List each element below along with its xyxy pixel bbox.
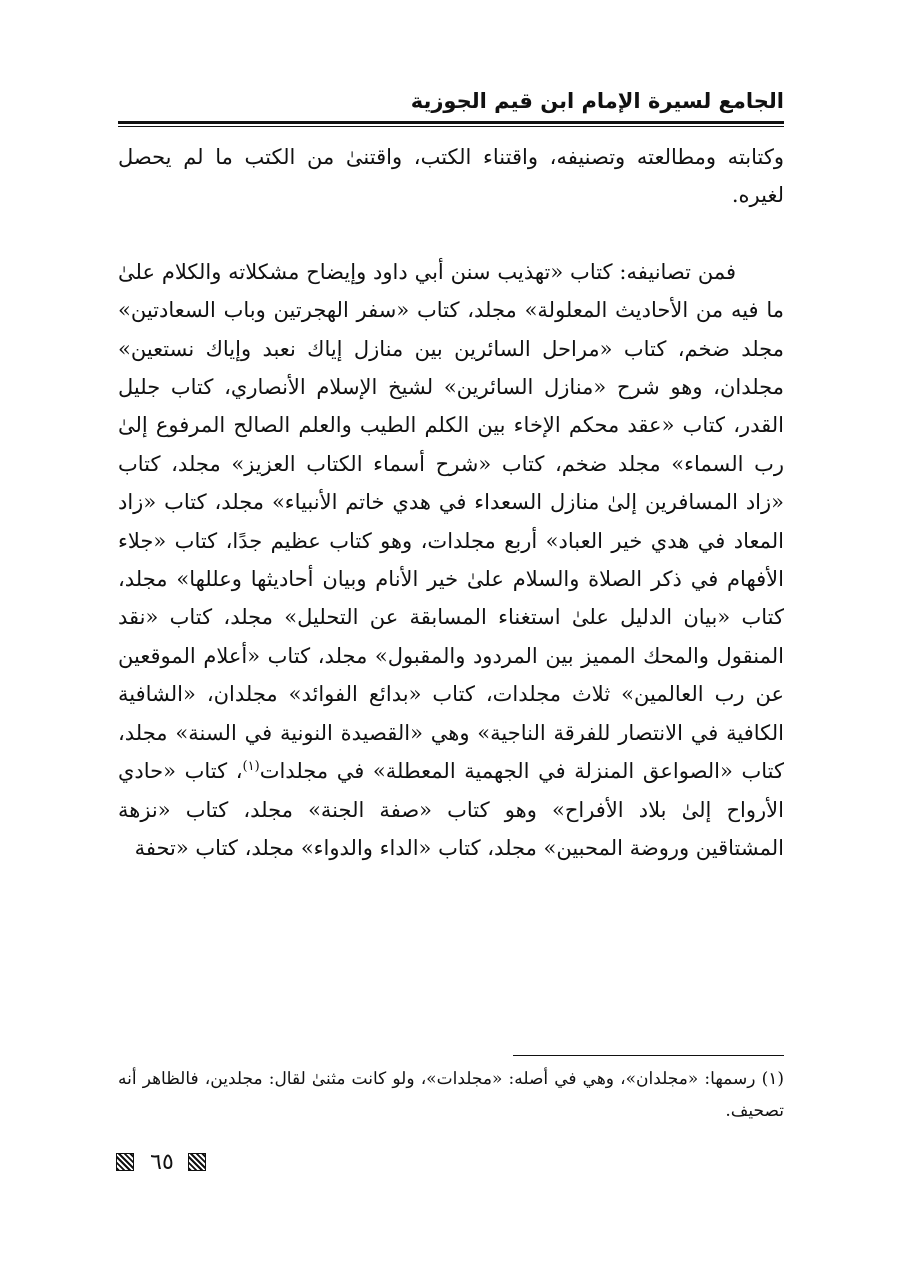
- ornament-left-icon: [116, 1153, 134, 1171]
- paragraph-2-continuation: ، كتاب «حادي الأرواح إلىٰ بلاد الأفراح» وهو كتاب «صفة الجنة» مجلد، كتاب «نزهة المشتاقين وروضة المحبين» مجلد، كتاب «الداء والدواء» مجلد، كتاب «تحفة: [118, 759, 784, 860]
- page-header: [118, 86, 784, 122]
- header-rule-thick: [118, 121, 784, 124]
- running-title: الجامع لسيرة الإمام ابن قيم الجوزية: [410, 89, 784, 113]
- footnote-reference[interactable]: (١): [242, 759, 260, 775]
- footnote: (١) رسمها: «مجلدان»، وهي في أصله: «مجلدات»، ولو كانت مثنىٰ لقال: مجلدين، فالظاهر أنه تصحيف.: [118, 1069, 784, 1121]
- body-text: [118, 138, 784, 867]
- page-number-row: [116, 1150, 216, 1176]
- paragraph-2: [118, 253, 784, 868]
- footnote-separator: [513, 1055, 784, 1056]
- paragraph-2-text: فمن تصانيفه: كتاب «تهذيب سنن أبي داود وإيضاح مشكلاته والكلام علىٰ ما فيه من الأحاديث المعلولة» مجلد، كتاب «سفر الهجرتين وباب السعادتين» مجلد ضخم، كتاب «مراحل السائرين بين منازل إياك نعبد وإياك نستعين» مجلدان، وهو شرح «منازل السائرين» لشيخ الإسلام الأنصاري، كتاب جليل القدر، كتاب «عقد محكم الإخاء بين الكلم الطيب والعلم الصالح المرفوع إلىٰ رب السماء» مجلد ضخم، كتاب «شرح أسماء الكتاب العزيز» مجلد، كتاب «زاد المسافرين إلىٰ منازل السعداء في هدي خاتم الأنبياء» مجلد، كتاب «زاد المعاد في هدي خير العباد» أربع مجلدات، وهو كتاب عظيم جدًا، كتاب «جلاء الأفهام في ذكر الصلاة والسلام علىٰ خير الأنام وبيان أحاديثها وعللها» مجلد، كتاب «بيان الدليل علىٰ استغناء المسابقة عن التحليل» مجلد، كتاب «نقد المنقول والمحك المميز بين المردود والمقبول» مجلد، كتاب «أعلام الموقعين عن رب العالمين» ثلاث مجلدات، كتاب «بدائع الفوائد» مجلدان، «الشافية الكافية في الانتصار للفرقة الناجية» وهي «القصيدة النونية في السنة» مجلد، كتاب «الصواعق المنزلة في الجهمية المعطلة» في مجلدات: [118, 259, 784, 784]
- ornament-right-icon: [188, 1153, 206, 1171]
- paragraph-1: وكتابته ومطالعته وتصنيفه، واقتناء الكتب، واقتنىٰ من الكتب ما لم يحصل لغيره.: [118, 145, 784, 208]
- header-rule-thin: [118, 126, 784, 127]
- page-number: ٦٥: [150, 1150, 174, 1175]
